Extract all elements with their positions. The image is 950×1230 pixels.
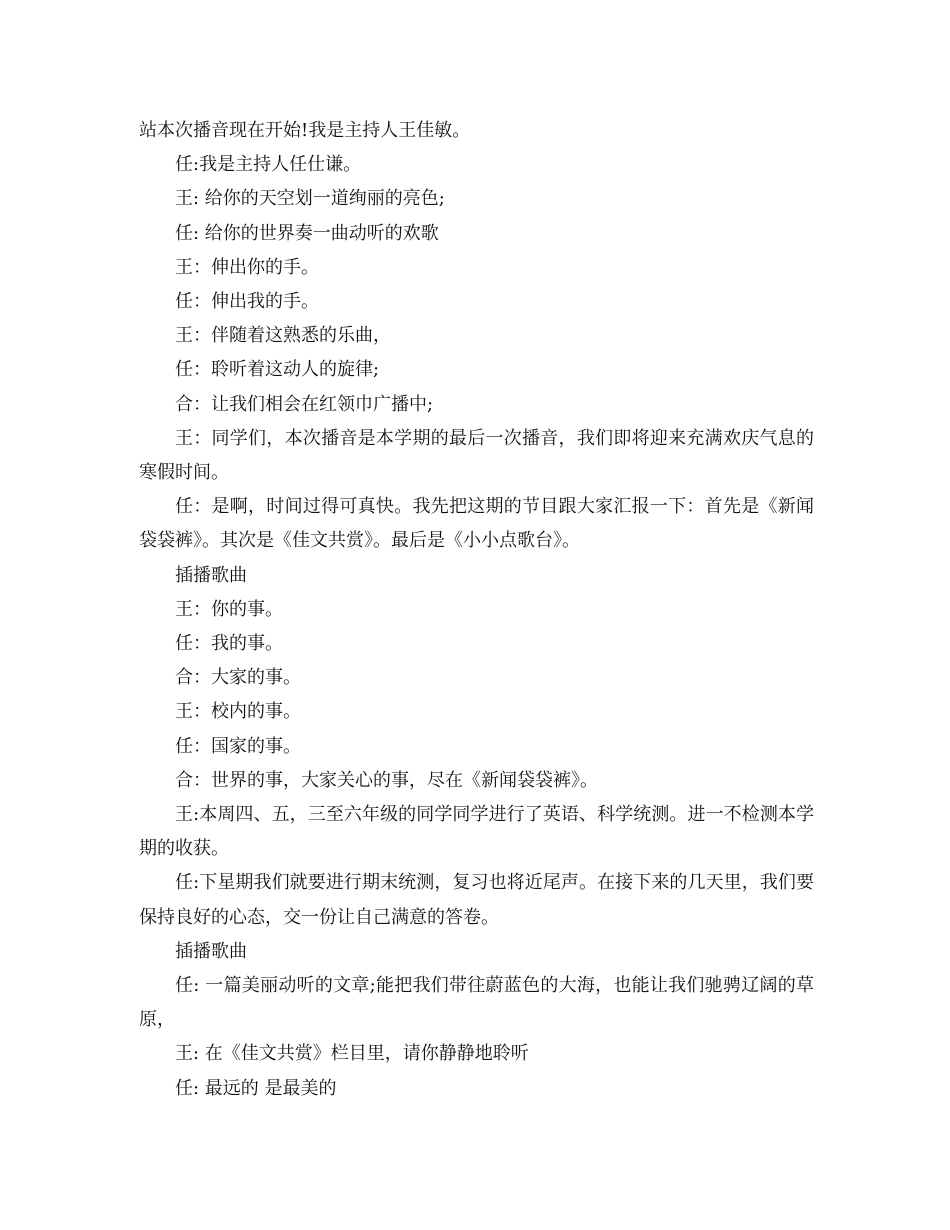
paragraph-line: 任:我是主持人任仕谦。 <box>175 154 362 176</box>
paragraph-line: 王: 给你的天空划一道绚丽的亮色; <box>175 188 445 210</box>
paragraph-line: 合：让我们相会在红领巾广播中; <box>175 393 434 415</box>
paragraph-line: 任：我的事。 <box>175 633 283 655</box>
paragraph-line: 王：同学们，本次播音是本学期的最后一次播音，我们即将迎来充满欢庆气息的寒假时间。 <box>139 427 814 484</box>
paragraph-line: 插播歌曲 <box>175 940 247 962</box>
paragraph-line: 任：国家的事。 <box>175 735 301 757</box>
paragraph-line: 任：伸出我的手。 <box>175 291 319 313</box>
paragraph-line: 王:本周四、五，三至六年级的同学同学进行了英语、科学统测。进一不检测本学期的收获。 <box>139 804 814 860</box>
paragraph-line: 任: 给你的世界奏一曲动听的欢歌 <box>175 222 439 244</box>
paragraph-line: 插播歌曲 <box>175 564 247 586</box>
paragraph-line: 任: 一篇美丽动听的文章;能把我们带往蔚蓝色的大海，也能让我们驰骋辽阔的草原， <box>139 975 814 1031</box>
paragraph-line: 合：世界的事，大家关心的事，尽在《新闻袋袋裤》。 <box>175 769 598 791</box>
paragraph-line: 王：校内的事。 <box>175 701 301 723</box>
paragraph-opening: 站本次播音现在开始!我是主持人王佳敏。 <box>139 120 471 141</box>
paragraph-line: 王: 在《佳文共赏》栏目里，请你静静地聆听 <box>175 1043 529 1065</box>
paragraph-line: 王：伴随着这熟悉的乐曲， <box>175 325 391 347</box>
paragraph-line: 任：聆听着这动人的旋律; <box>175 359 380 381</box>
paragraph-line: 王：你的事。 <box>175 598 283 620</box>
paragraph-line: 王：伸出你的手。 <box>175 256 319 278</box>
paragraph-line: 任: 最远的 是最美的 <box>175 1077 337 1099</box>
paragraph-line: 任：是啊，时间过得可真快。我先把这期的节目跟大家汇报一下：首先是《新闻袋袋裤》。其次是《佳文共赏》。最后是《小小点歌台》。 <box>139 496 814 552</box>
document-body <box>139 114 814 1106</box>
paragraph-line: 合：大家的事。 <box>175 667 301 689</box>
paragraph-line: 任:下星期我们就要进行期末统测，复习也将近尾声。在接下来的几天里，我们要保持良好的心态，交一份让自己满意的答卷。 <box>139 872 814 928</box>
